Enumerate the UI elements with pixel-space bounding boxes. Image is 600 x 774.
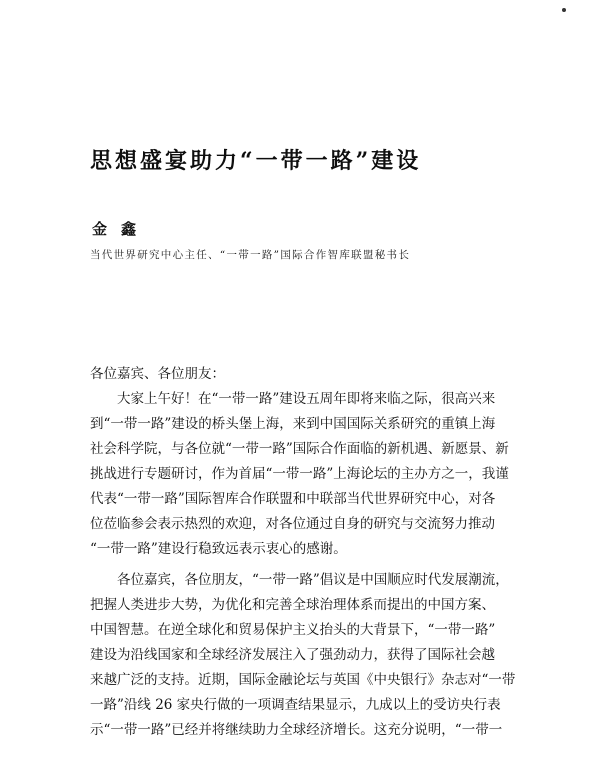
paragraph-1-line: 代表“一带一路”国际智库合作联盟和中联部当代世界研究中心，对各 [90,491,496,507]
paragraph-2-line: 示“一带一路”已经并将继续助力全球经济增长。这充分说明，“一带一 [90,722,503,738]
paragraph-2-line: 建设为沿线国家和全球经济发展注入了强劲动力，获得了国际社会越 [90,647,495,663]
scan-speck [562,8,566,12]
paragraph-1-line: 社会科学院，与各位就“一带一路”国际合作面临的新机遇、新愿景、新 [90,441,509,457]
author-name: 金鑫 [92,220,151,238]
paragraph-1-line: 挑战进行专题研讨，作为首届“一带一路”上海论坛的主办方之一，我谨 [90,466,509,482]
paragraph-2-line: 把握人类进步大势，为优化和完善全球治理体系而提出的中国方案、 [90,597,495,613]
paragraph-1-line: 大家上午好！在“一带一路”建设五周年即将来临之际，很高兴来 [117,391,496,407]
author-affiliation: 当代世界研究中心主任、“一带一路”国际合作智库联盟秘书长 [90,249,411,261]
paragraph-2-line: 一路”沿线 26 家央行做的一项调查结果显示，九成以上的受访央行表 [90,697,501,713]
article-body [90,362,516,743]
paragraph-1-line: “一带一路”建设行稳致远表示衷心的感谢。 [90,541,347,557]
paragraph-2-line: 各位嘉宾，各位朋友，“一带一路”倡议是中国顺应时代发展潮流， [117,572,509,588]
paragraph-2-line: 中国智慧。在逆全球化和贸易保护主义抬头的大背景下，“一带一路” [90,622,496,638]
article-title: 思想盛宴助力“一带一路”建设 [90,148,422,174]
paragraph-1-line: 到“一带一路”建设的桥头堡上海，来到中国国际关系研究的重镇上海 [90,416,496,432]
paragraph-2-line: 来越广泛的支持。近期，国际金融论坛与英国《中央银行》杂志对“一带 [90,672,516,688]
salutation: 各位嘉宾、各位朋友： [90,366,225,382]
paragraph-1-line: 位莅临参会表示热烈的欢迎，对各位通过自身的研究与交流努力推动 [90,516,495,532]
